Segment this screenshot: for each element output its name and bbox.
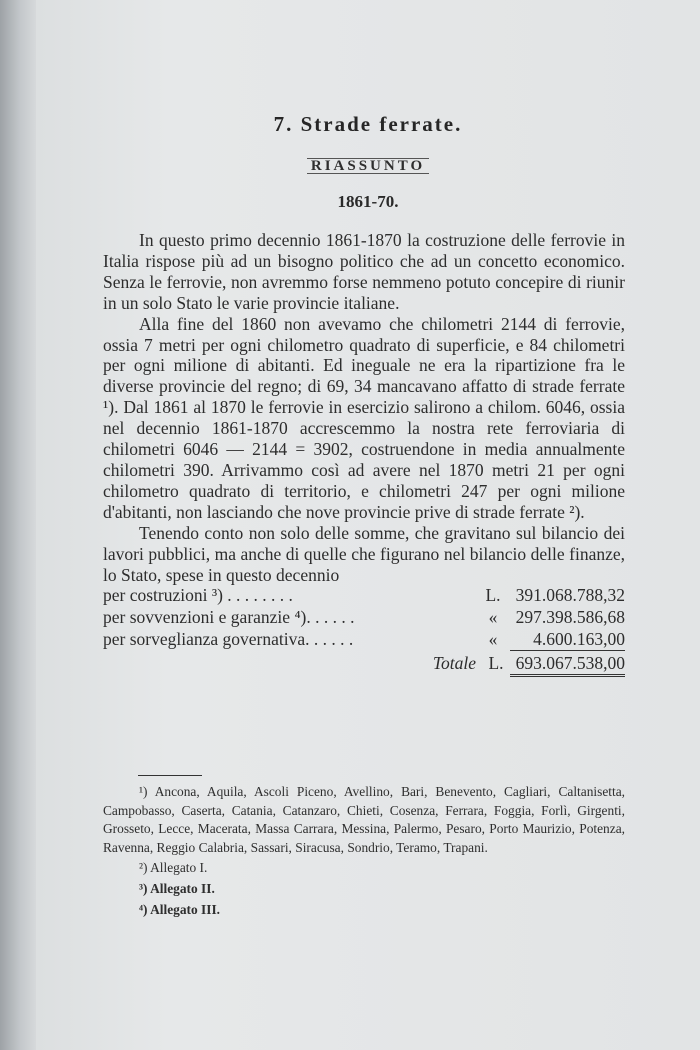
subtitle-text: RIASSUNTO xyxy=(307,158,429,174)
footnote-2 xyxy=(103,859,625,878)
footnote-divider xyxy=(138,775,202,776)
total-amount: 693.067.538,00 xyxy=(510,653,625,677)
chapter-title: 7. Strade ferrate. xyxy=(273,112,463,136)
footnote-text: Allegato III. xyxy=(150,901,221,917)
paragraph-1: In questo primo decennio 1861-1870 la costruzione delle ferrovie in Italia rispose più ad un bisogno politico che ad un concetto economico. Senza le ferrovie, non avremmo forse nemmeno potuto concepire di riunir in un solo Stato le varie provincie italiane. xyxy=(103,230,625,313)
paragraph-3: Tenendo conto non solo delle somme, che gravitano sul bilancio dei lavori pubblici, ma anche di quelle che figurano nel bilancio delle finanze, lo Stato, spese in questo decennio xyxy=(103,522,625,585)
footnote-text: Allegato I. xyxy=(150,860,208,876)
expense-currency: L. xyxy=(485,585,501,606)
book-binding-shadow xyxy=(0,0,36,1050)
footnote-text: Allegato II. xyxy=(150,880,215,896)
footnote-3 xyxy=(103,880,625,899)
expense-label: per sorveglianza governativa. . . . . . xyxy=(103,629,354,650)
paragraph-2: Alla fine del 1860 non avevamo che chilometri 2144 di ferrovie, ossia 7 metri per ogni chilometro quadrato di superficie, e 84 chilometri per ogni milione di abitanti. Ed ineguale ne era la ripartizione fra le diverse provincie del regno; di 69, 34 mancavano affatto di strade ferrate ¹). Dal 1861 al 1870 le ferrovie in esercizio salirono a chilom. 6046, ossia nel decennio 1861-1870 accrescemmo la nostra rete ferroviaria di chilometri 6046 — 2144 = 3902, costruendone in media annualmente chilometri 390. Arrivammo così ad avere nel 1870 metri 21 per ogni chilometro quadrato di territorio, e chilometri 247 per ogni milione d'abitanti, non lasciando che nove provincie prive di strade ferrate ²). xyxy=(103,313,625,522)
expense-row xyxy=(103,607,625,629)
period-heading: 1861-70. xyxy=(337,192,399,211)
expenses-table xyxy=(103,585,625,677)
total-currency: L. xyxy=(488,653,504,674)
expense-row xyxy=(103,629,625,651)
expense-row xyxy=(103,585,625,607)
expense-label: per sovvenzioni e garanzie ⁴). . . . . . xyxy=(103,607,355,628)
footnote-marker: ²) xyxy=(139,860,148,876)
expense-currency: « xyxy=(488,629,498,650)
footnote-marker: ¹) xyxy=(139,784,148,799)
footnote-marker: ⁴) xyxy=(139,901,148,917)
expense-amount: 297.398.586,68 xyxy=(515,607,625,628)
expense-amount: 391.068.788,32 xyxy=(515,585,625,606)
expense-currency: « xyxy=(488,607,498,628)
footnote-1 xyxy=(103,783,625,857)
footnotes xyxy=(103,783,625,919)
footnote-text: Ancona, Aquila, Ascoli Piceno, Avellino, Bari, Benevento, Cagliari, Caltanisetta, Campobasso, Caserta, Catania, Catanzaro, Chieti, Cosenza, Ferrara, Foggia, Forlì, Girgenti, Grosseto, Lecce, Macerata, Massa Carrara, Messina, Palermo, Pesaro, Porto Maurizio, Potenza, Ravenna, Reggio Calabria, Sassari, Siracusa, Sondrio, Teramo, Trapani. xyxy=(103,784,626,855)
main-text xyxy=(103,230,625,677)
section-subtitle xyxy=(36,158,700,175)
total-row xyxy=(103,653,625,677)
footnote-4 xyxy=(103,901,625,920)
expense-label: per costruzioni ³) . . . . . . . . xyxy=(103,585,293,606)
expense-amount: 4.600.163,00 xyxy=(510,629,625,651)
footnote-marker: ³) xyxy=(139,880,148,896)
total-label: Totale xyxy=(432,653,476,674)
